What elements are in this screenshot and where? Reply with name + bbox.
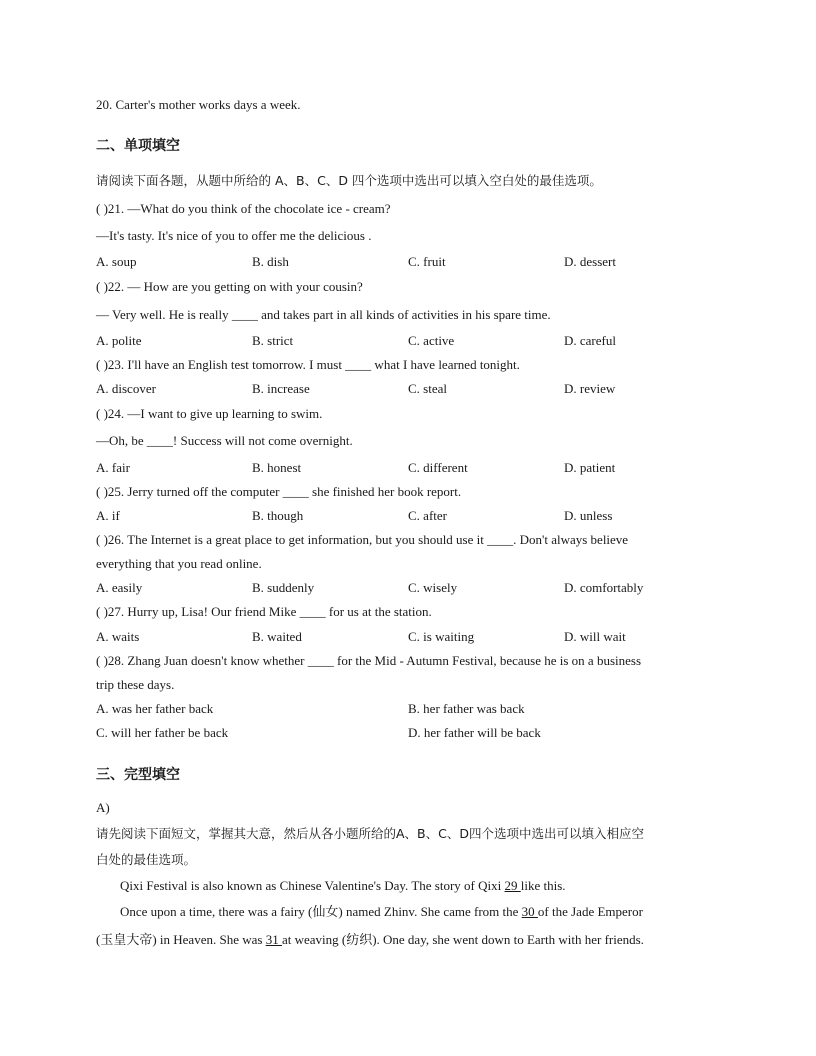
section-2-heading: 二、单项填空	[96, 138, 180, 154]
option-22-c: C. active	[408, 333, 455, 348]
option-25-b: B. though	[252, 508, 304, 523]
option-27-c: C. is waiting	[408, 629, 475, 644]
option-25-d: D. unless	[564, 508, 613, 523]
option-26-a: A. easily	[96, 580, 143, 595]
passage-paragraph-3	[96, 932, 644, 948]
option-24-d: D. patient	[564, 460, 616, 475]
option-27-a: A. waits	[96, 629, 140, 644]
option-28-d: D. her father will be back	[408, 725, 541, 740]
option-27-d: D. will wait	[564, 629, 626, 644]
passage-text: Once upon a time, there was a fairy (仙女) named Zhinv. She came from the	[120, 904, 522, 919]
option-23-d: D. review	[564, 381, 616, 396]
option-26-c: C. wisely	[408, 580, 458, 595]
option-21-a: A. soup	[96, 254, 137, 269]
option-23-a: A. discover	[96, 381, 156, 396]
section-2-instruction: 请阅读下面各题，从题中所给的 A、B、C、D 四个选项中选出可以填入空白处的最佳选项。	[96, 173, 602, 188]
section-3-instruction-line-2: 白处的最佳选项。	[96, 852, 197, 867]
section-3-part-label: A)	[96, 800, 110, 815]
question-26-continuation: everything that you read online.	[96, 556, 262, 571]
passage-text: at weaving (纺织). One day, she went down to Earth with her friends.	[281, 932, 644, 947]
option-28-a: A. was her father back	[96, 701, 214, 716]
passage-text: Qixi Festival is also known as Chinese Valentine's Day. The story of Qixi	[120, 878, 505, 893]
option-27-b: B. waited	[252, 629, 302, 644]
question-27-stem: ( )27. Hurry up, Lisa! Our friend Mike ____ for us at the station.	[96, 604, 432, 619]
passage-text: (玉皇大帝) in Heaven. She was	[96, 932, 266, 947]
option-23-b: B. increase	[252, 381, 310, 396]
option-21-b: B. dish	[252, 254, 289, 269]
question-23-stem: ( )23. I'll have an English test tomorrow. I must ____ what I have learned tonight.	[96, 357, 520, 372]
option-26-d: D. comfortably	[564, 580, 644, 595]
passage-text: like this.	[520, 878, 566, 893]
option-22-d: D. careful	[564, 333, 616, 348]
option-22-b: B. strict	[252, 333, 294, 348]
section-3-heading: 三、完型填空	[96, 767, 180, 783]
option-25-c: C. after	[408, 508, 447, 523]
option-26-b: B. suddenly	[252, 580, 315, 595]
option-24-b: B. honest	[252, 460, 302, 475]
option-21-d: D. dessert	[564, 254, 616, 269]
question-28-continuation: trip these days.	[96, 677, 175, 692]
option-28-c: C. will her father be back	[96, 725, 229, 740]
question-21-reply: —It's tasty. It's nice of you to offer me the delicious .	[96, 228, 372, 243]
option-23-c: C. steal	[408, 381, 447, 396]
question-21-stem: ( )21. —What do you think of the chocolate ice - cream?	[96, 201, 391, 216]
blank-30: 30	[521, 904, 538, 919]
passage-paragraph-1	[120, 878, 566, 894]
question-22-reply: — Very well. He is really ____ and takes part in all kinds of activities in his spare time.	[96, 307, 551, 322]
question-25-stem: ( )25. Jerry turned off the computer ____ she finished her book report.	[96, 484, 462, 499]
option-21-c: C. fruit	[408, 254, 446, 269]
question-24-stem: ( )24. —I want to give up learning to swim.	[96, 406, 323, 421]
question-26-stem: ( )26. The Internet is a great place to get information, but you should use it ____. Don't always believe	[96, 532, 629, 547]
option-28-b: B. her father was back	[408, 701, 525, 716]
question-24-reply: —Oh, be ____! Success will not come overnight.	[96, 433, 353, 448]
option-22-a: A. polite	[96, 333, 142, 348]
question-28-stem: ( )28. Zhang Juan doesn't know whether ____ for the Mid - Autumn Festival, because he is on a business	[96, 653, 641, 668]
passage-text: of the Jade Emperor	[537, 904, 643, 919]
passage-paragraph-2	[120, 904, 643, 920]
question-22-stem: ( )22. — How are you getting on with your cousin?	[96, 279, 363, 294]
option-24-a: A. fair	[96, 460, 130, 475]
option-25-a: A. if	[96, 508, 120, 523]
blank-31: 31	[265, 932, 282, 947]
section-3-instruction-line-1: 请先阅读下面短文，掌握其大意，然后从各小题所给的A、B、C、D四个选项中选出可以填入相应空	[96, 826, 644, 841]
question-20: 20. Carter's mother works days a week.	[96, 97, 301, 112]
blank-29: 29	[504, 878, 521, 893]
option-24-c: C. different	[408, 460, 468, 475]
